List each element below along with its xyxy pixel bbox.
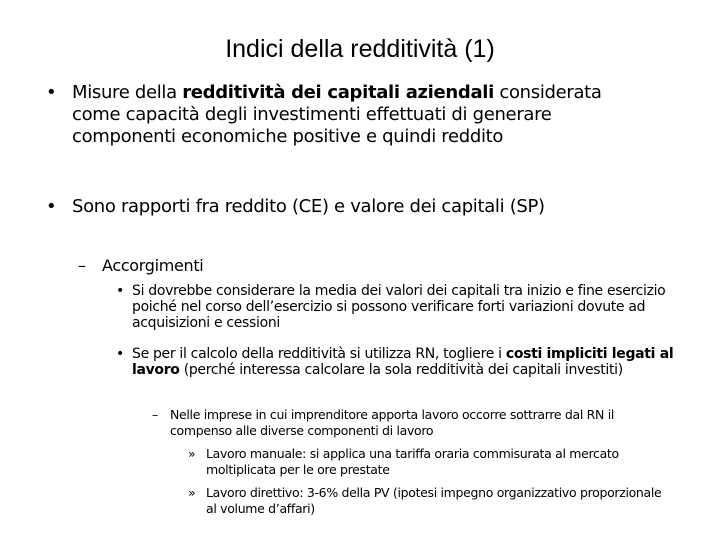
bullet-marker: • <box>116 346 124 362</box>
bullet-text: Misure della redditività dei capitali aziendali considerata come capacità degli investimenti effettuati di generare componenti economiche positive e quindi reddito <box>72 82 602 147</box>
bullet-text: Nelle imprese in cui imprenditore apporta lavoro occorre sottrarre dal RN il compenso alle diverse componenti di lavoro <box>170 407 615 438</box>
bullet-text: Accorgimenti <box>102 256 204 275</box>
bullet-marker: • <box>46 196 57 217</box>
slide-title: Indici della redditività (1) <box>225 35 495 63</box>
chevron-marker: » <box>188 446 196 461</box>
chevron-marker: » <box>188 485 196 500</box>
bullet-text: Lavoro direttivo: 3-6% della PV (ipotesi impegno organizzativo proporzionale al volume d’affari) <box>206 485 662 516</box>
dash-marker: – <box>78 256 86 275</box>
bullet-marker: • <box>116 283 124 299</box>
bullet-marker: • <box>46 82 57 103</box>
dash-marker: – <box>152 407 158 422</box>
bullet-text: Lavoro manuale: si applica una tariffa oraria commisurata al mercato moltiplicata per le ore prestate <box>206 446 619 477</box>
sub-bullet-managerial-labor <box>188 485 668 517</box>
sub-bullet-manual-labor <box>188 446 668 478</box>
sub-bullet-entrepreneur-labor <box>152 407 672 439</box>
sub-bullet-accorgimenti <box>78 256 203 276</box>
bullet-ratios <box>46 196 650 218</box>
bullet-text: Se per il calcolo della redditività si utilizza RN, togliere i costi impliciti legati al lavoro (perché interessa calcolare la sola redditività dei capitali investiti) <box>132 346 674 378</box>
bold-phrase: costi impliciti legati al lavoro <box>132 346 674 378</box>
bullet-capital-profitability <box>46 82 650 148</box>
sub-bullet-implicit-costs <box>116 346 676 378</box>
bullet-text: Si dovrebbe considerare la media dei valori dei capitali tra inizio e fine esercizio poiché nel corso dell’esercizio si possono verificare forti variazioni dovute ad acquisizioni e cessioni <box>132 283 666 331</box>
bullet-text: Sono rapporti fra reddito (CE) e valore dei capitali (SP) <box>72 196 545 217</box>
bold-phrase: redditività dei capitali aziendali <box>182 82 495 103</box>
sub-bullet-average-values <box>116 283 676 331</box>
